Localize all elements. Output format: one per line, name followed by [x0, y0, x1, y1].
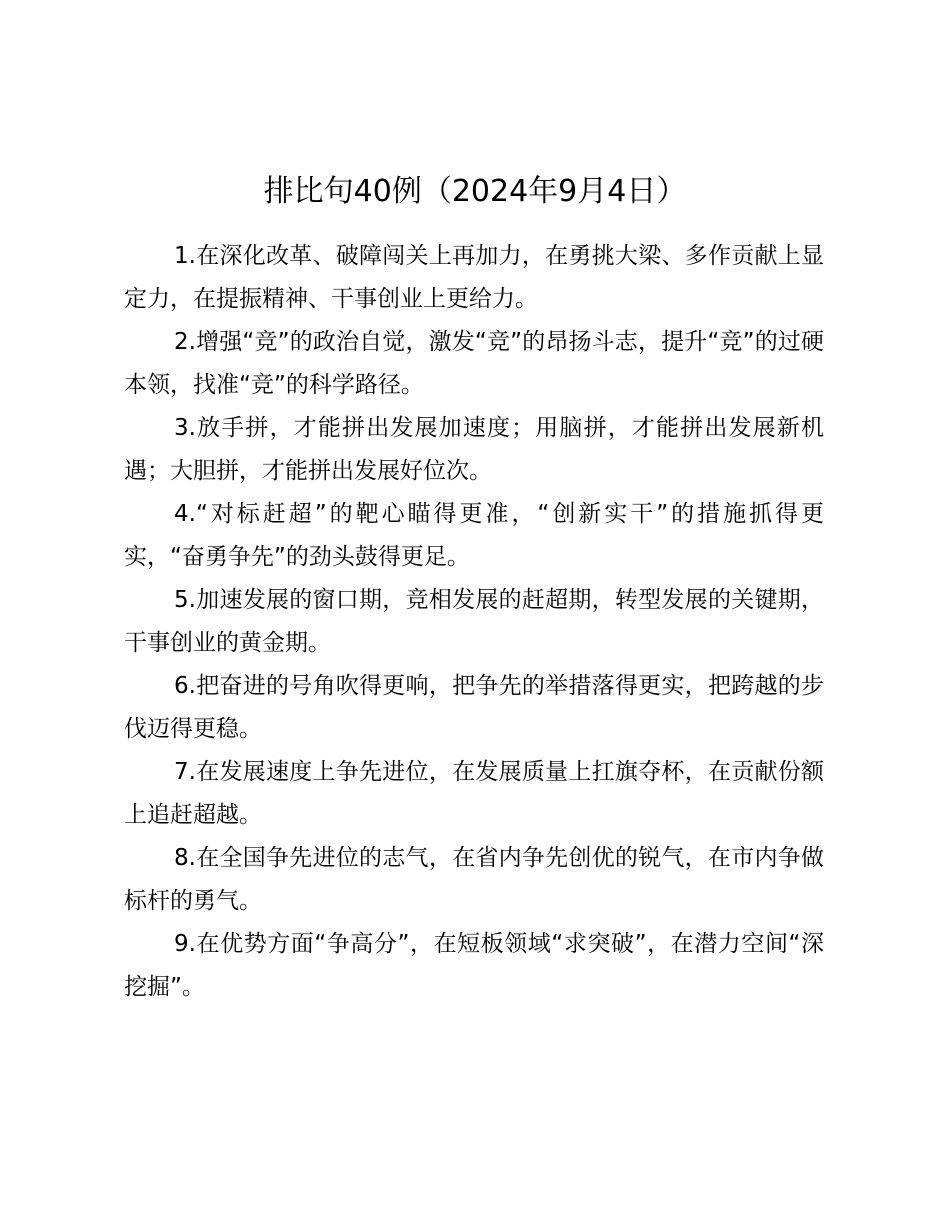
document-body — [124, 235, 824, 1009]
paragraph-6: 6.把奋进的号角吹得更响，把争先的举措落得更实，把跨越的步伐迈得更稳。 — [124, 673, 824, 742]
paragraph-4: 4.“对标赶超”的靶心瞄得更准，“创新实干”的措施抓得更实，“奋勇争先”的劲头鼓得更足。 — [124, 501, 824, 570]
paragraph-9: 9.在优势方面“争高分”，在短板领域“求突破”，在潜力空间“深挖掘”。 — [124, 931, 824, 1000]
paragraph-8: 8.在全国争先进位的志气，在省内争先创优的锐气，在市内争做标杆的勇气。 — [124, 845, 824, 914]
document-title: 排比句40例（2024年9月4日） — [263, 174, 687, 209]
paragraph-3: 3.放手拼，才能拼出发展加速度；用脑拼，才能拼出发展新机遇；大胆拼，才能拼出发展好位次。 — [124, 415, 824, 484]
paragraph-5: 5.加速发展的窗口期，竞相发展的赶超期，转型发展的关键期，干事创业的黄金期。 — [124, 587, 824, 656]
paragraph-7: 7.在发展速度上争先进位，在发展质量上扛旗夺杯，在贡献份额上追赶超越。 — [124, 759, 824, 828]
paragraph-1: 1.在深化改革、破障闯关上再加力，在勇挑大梁、多作贡献上显定力，在提振精神、干事创业上更给力。 — [124, 243, 824, 312]
paragraph-2: 2.增强“竞”的政治自觉，激发“竞”的昂扬斗志，提升“竞”的过硬本领，找准“竞”的科学路径。 — [124, 329, 824, 398]
